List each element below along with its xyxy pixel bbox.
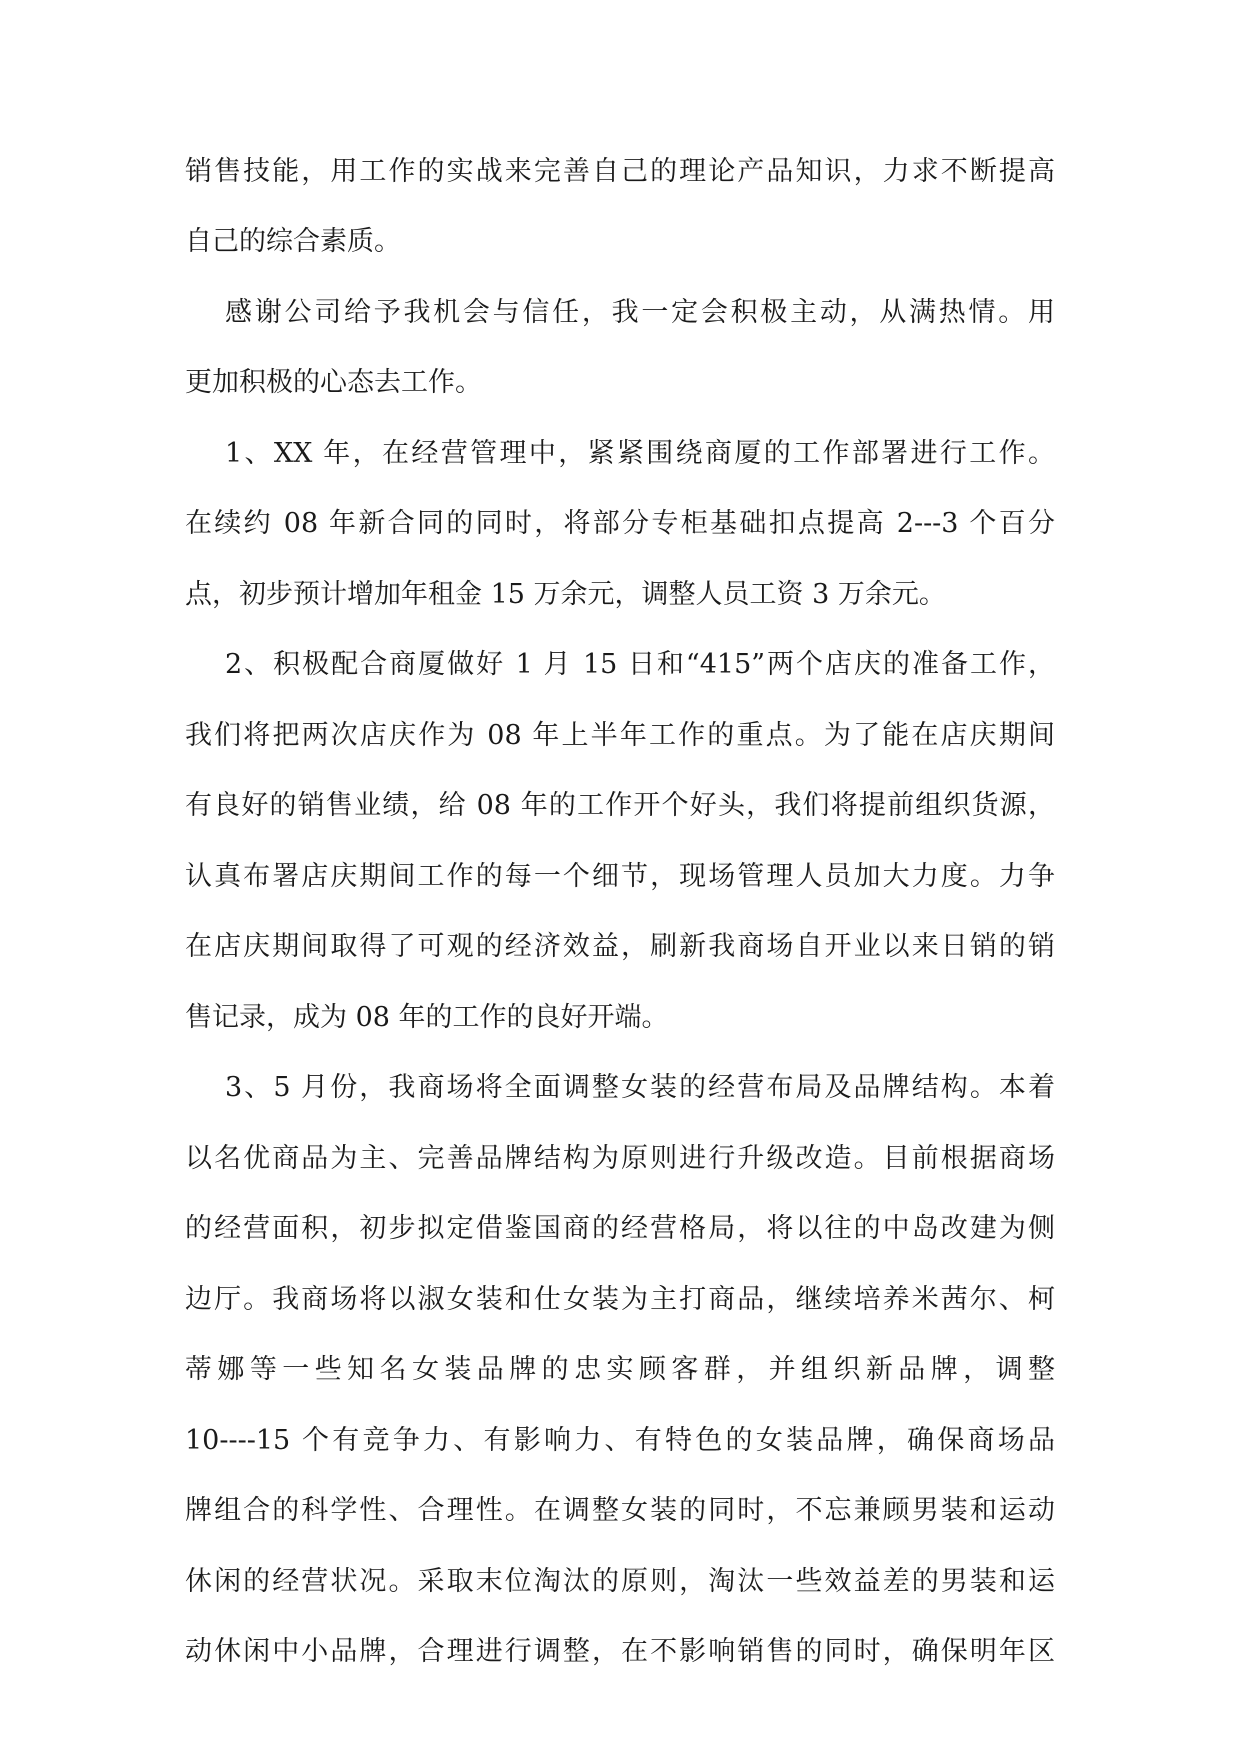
text-line: 牌组合的科学性、合理性。在调整女装的同时，不忘兼顾男装和运动: [185, 1495, 1055, 1526]
text-line: 销售技能，用工作的实战来完善自己的理论产品知识，力求不断提高: [185, 156, 1055, 187]
text-line: 售记录，成为 08 年的工作的良好开端。: [185, 1002, 669, 1033]
text-line: 点，初步预计增加年租金 15 万余元，调整人员工资 3 万余元。: [185, 579, 946, 610]
paragraph-first-line: 3、5 月份，我商场将全面调整女装的经营布局及品牌结构。本着: [225, 1072, 1055, 1103]
text-line: 休闲的经营状况。采取末位淘汰的原则，淘汰一些效益差的男装和运: [185, 1566, 1055, 1597]
paragraph-first-line: 1、XX 年，在经营管理中，紧紧围绕商厦的工作部署进行工作。: [225, 438, 1055, 469]
text-line: 以名优商品为主、完善品牌结构为原则进行升级改造。目前根据商场: [185, 1143, 1055, 1174]
paragraph-first-line: 感谢公司给予我机会与信任，我一定会积极主动，从满热情。用: [225, 297, 1055, 328]
paragraph-first-line: 2、积极配合商厦做好 1 月 15 日和“415”两个店庆的准备工作，: [225, 649, 1055, 680]
text-line: 动休闲中小品牌，合理进行调整，在不影响销售的同时，确保明年区: [185, 1636, 1055, 1667]
text-line: 我们将把两次店庆作为 08 年上半年工作的重点。为了能在店庆期间: [185, 720, 1055, 751]
text-line: 认真布署店庆期间工作的每一个细节，现场管理人员加大力度。力争: [185, 861, 1055, 892]
text-line: 的经营面积，初步拟定借鉴国商的经营格局，将以往的中岛改建为侧: [185, 1213, 1055, 1244]
text-line: 更加积极的心态去工作。: [185, 367, 482, 398]
text-line: 边厅。我商场将以淑女装和仕女装为主打商品，继续培养米茜尔、柯: [185, 1284, 1055, 1315]
text-line: 蒂娜等一些知名女装品牌的忠实顾客群，并组织新品牌，调整: [185, 1354, 1055, 1385]
text-line: 有良好的销售业绩，给 08 年的工作开个好头，我们将提前组织货源，: [185, 790, 1055, 821]
text-line: 在续约 08 年新合同的同时，将部分专柜基础扣点提高 2---3 个百分: [185, 508, 1055, 539]
text-line: 自己的综合素质。: [185, 226, 401, 257]
text-line: 在店庆期间取得了可观的经济效益，刷新我商场自开业以来日销的销: [185, 931, 1055, 962]
text-line: 10----15 个有竞争力、有影响力、有特色的女装品牌，确保商场品: [185, 1425, 1055, 1456]
